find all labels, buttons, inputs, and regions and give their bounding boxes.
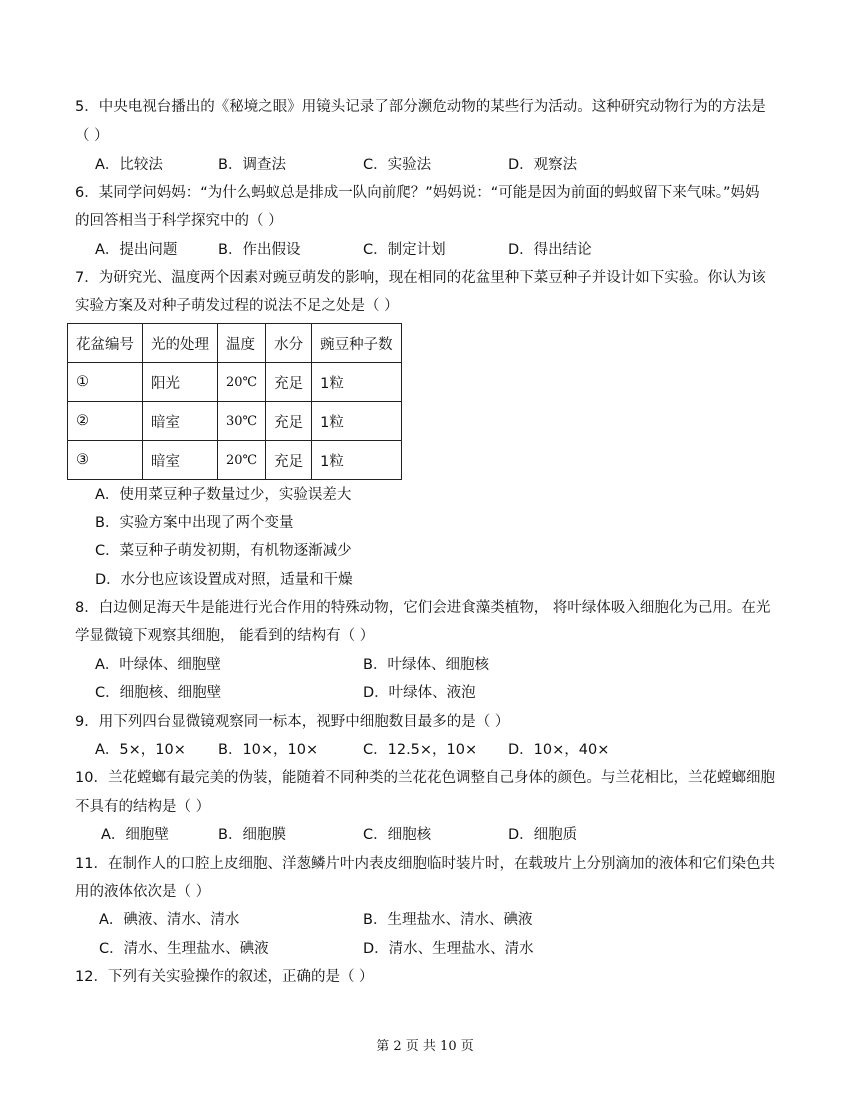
- table-row: [68, 363, 402, 402]
- q8-stem-line2: 学显微镜下观察其细胞， 能看到的结构有（ ）: [75, 628, 375, 644]
- q7-stem-line2: 实验方案及对种子萌发过程的说法不足之处是（ ）: [75, 298, 399, 314]
- table-cell: 充足: [266, 441, 312, 480]
- q6-option-c: C．制定计划: [363, 242, 446, 258]
- q8-option-a: A．叶绿体、细胞壁: [95, 657, 221, 673]
- table-cell: 阳光: [143, 363, 218, 402]
- q11-option-b: B．生理盐水、清水、碘液: [363, 912, 533, 928]
- q11-option-c: C．清水、生理盐水、碘液: [99, 941, 269, 957]
- q10-option-a: A．细胞壁: [101, 827, 169, 843]
- q6-option-d: D．得出结论: [508, 242, 592, 258]
- q7-option-a: A．使用菜豆种子数量过少，实验误差大: [95, 487, 352, 503]
- q12-stem-line1: 12．下列有关实验操作的叙述，正确的是（ ）: [75, 969, 374, 985]
- table-cell: 1粒: [312, 441, 402, 480]
- q5-option-b: B．调查法: [218, 157, 286, 173]
- q8-stem-line1: 8．白边侧足海天牛是能进行光合作用的特殊动物，它们会进食藻类植物， 将叶绿体吸入细胞化为己用。在光: [75, 600, 771, 616]
- q7-option-b: B．实验方案中出现了两个变量: [95, 515, 294, 531]
- table-row: [68, 402, 402, 441]
- q10-option-b: B．细胞膜: [218, 827, 286, 843]
- table-cell: ①: [68, 363, 143, 402]
- experiment-table: [67, 323, 402, 480]
- q11-option-d: D．清水、生理盐水、清水: [363, 941, 534, 957]
- q11-stem-line1: 11．在制作人的口腔上皮细胞、洋葱鳞片叶内表皮细胞临时装片时，在载玻片上分别滴加的液体和它们染色共: [75, 856, 775, 872]
- table-cell: 20℃: [218, 363, 266, 402]
- q8-option-b: B．叶绿体、细胞核: [363, 657, 489, 673]
- q11-stem-line2: 用的液体依次是（ ）: [75, 884, 211, 900]
- page-footer: 第 2 页 共 10 页: [376, 1039, 474, 1054]
- q11-option-a: A．碘液、清水、清水: [99, 912, 240, 928]
- q8-option-c: C．细胞核、细胞壁: [95, 685, 222, 701]
- q7-option-d: D．水分也应该设置成对照，适量和干燥: [95, 572, 353, 588]
- table-cell: 充足: [266, 402, 312, 441]
- q6-stem-line1: 6．某同学问妈妈：“为什么蚂蚁总是排成一队向前爬？”妈妈说：“可能是因为前面的蚂蚁留下来气味。”妈妈: [75, 185, 760, 201]
- q9-option-c: C．12.5×，10×: [363, 742, 478, 758]
- q6-option-a: A．提出问题: [95, 242, 178, 258]
- table-cell: ②: [68, 402, 143, 441]
- q9-option-a: A．5×，10×: [95, 742, 186, 758]
- table-cell: 1粒: [312, 402, 402, 441]
- table-cell: 充足: [266, 363, 312, 402]
- table-cell: ③: [68, 441, 143, 480]
- q9-option-b: B．10×，10×: [218, 742, 319, 758]
- q5-option-a: A．比较法: [95, 157, 163, 173]
- q6-stem-line2: 的回答相当于科学探究中的（ ）: [75, 213, 283, 229]
- table-cell: 30℃: [218, 402, 266, 441]
- table-header-cell: 水分: [266, 324, 312, 363]
- q9-option-d: D．10×，40×: [508, 742, 610, 758]
- table-header-cell: 花盆编号: [68, 324, 143, 363]
- q10-option-c: C．细胞核: [363, 827, 432, 843]
- q6-option-b: B．作出假设: [218, 242, 301, 258]
- table-cell: 暗室: [143, 441, 218, 480]
- table-cell: 1粒: [312, 363, 402, 402]
- q5-option-d: D．观察法: [508, 157, 578, 173]
- q10-stem-line1: 10．兰花螳螂有最完美的伪装，能随着不同种类的兰花花色调整自己身体的颜色。与兰花相比，兰花螳螂细胞: [75, 770, 775, 786]
- table-header-cell: 光的处理: [143, 324, 218, 363]
- q10-option-d: D．细胞质: [508, 827, 578, 843]
- table-header-cell: 温度: [218, 324, 266, 363]
- q5-stem-line2: （ ）: [75, 128, 109, 144]
- q5-stem-line1: 5．中央电视台播出的《秘境之眼》用镜头记录了部分濒危动物的某些行为活动。这种研究动物行为的方法是: [75, 99, 766, 115]
- q9-stem-line1: 9．用下列四台显微镜观察同一标本，视野中细胞数目最多的是（ ）: [75, 714, 510, 730]
- q7-option-c: C．菜豆种子萌发初期，有机物逐渐减少: [95, 543, 352, 559]
- table-header-row: [68, 324, 402, 363]
- table-cell: 暗室: [143, 402, 218, 441]
- q7-stem-line1: 7．为研究光、温度两个因素对豌豆萌发的影响，现在相同的花盆里种下菜豆种子并设计如下实验。你认为该: [75, 270, 766, 286]
- q5-option-c: C．实验法: [363, 157, 432, 173]
- table-cell: 20℃: [218, 441, 266, 480]
- table-row: [68, 441, 402, 480]
- table-header-cell: 豌豆种子数: [312, 324, 402, 363]
- q10-stem-line2: 不具有的结构是（ ）: [75, 799, 211, 815]
- q8-option-d: D．叶绿体、液泡: [363, 685, 476, 701]
